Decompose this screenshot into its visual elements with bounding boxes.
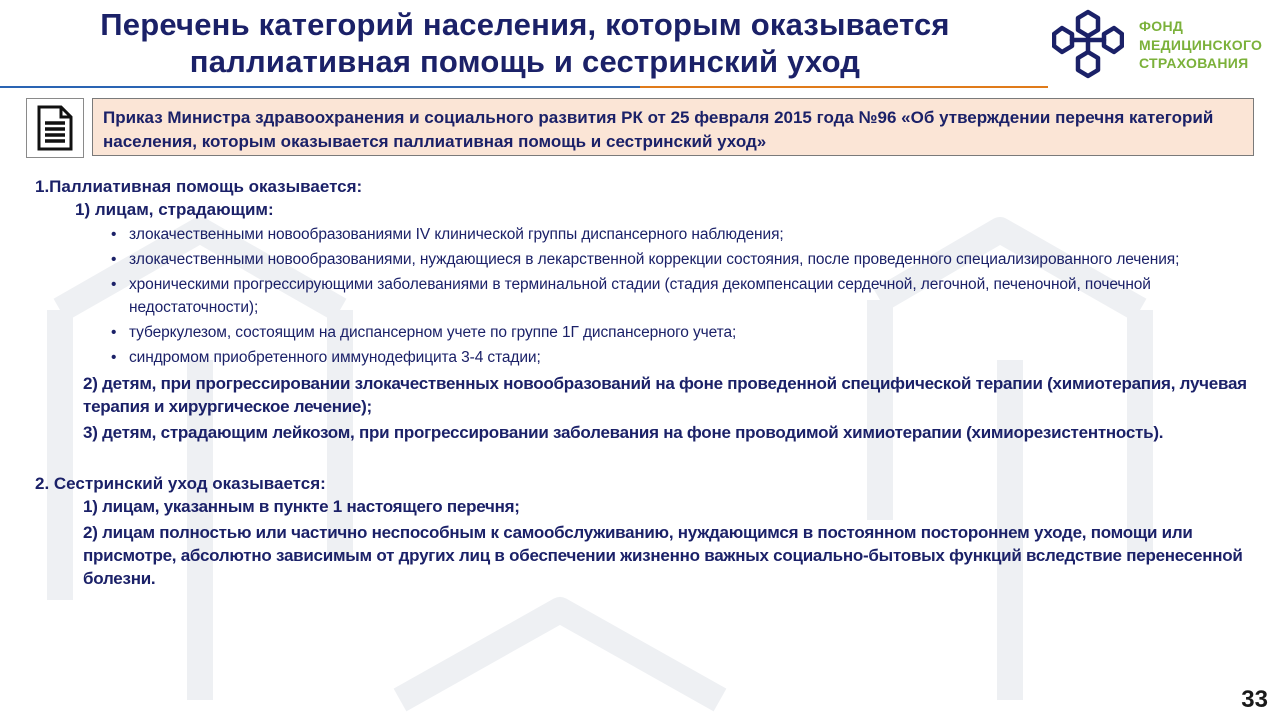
list-item-text: синдромом приобретенного иммунодефицита 3-4 стадии; <box>129 349 541 366</box>
logo-line-1: ФОНД <box>1139 18 1184 34</box>
bullet-glyph: • <box>111 349 117 366</box>
list-item-text: злокачественными новообразованиями IV клинической группы диспансерного наблюдения; <box>129 226 784 243</box>
document-icon <box>37 105 73 151</box>
list-item <box>111 321 1255 344</box>
list-item-text: туберкулезом, состоящим на диспансерном учете по группе 1Г диспансерного учета; <box>129 324 737 341</box>
fund-snowflake-icon <box>1052 8 1124 80</box>
page-title <box>40 6 1010 80</box>
section-1-sub-2: 2) детям, при прогрессировании злокачественных новообразований на фоне проведенной специфической терапии (химиотерапия, лучевая терапия и хирургическое лечение); <box>83 374 1247 416</box>
list-item <box>111 223 1255 246</box>
list-item <box>111 248 1255 271</box>
list-item-text: злокачественными новообразованиями, нуждающиеся в лекарственной коррекции состояния, после проведенного специализированного лечения; <box>129 251 1180 268</box>
section-1-heading: 1.Паллиативная помощь оказывается: <box>35 177 363 196</box>
list-item <box>111 346 1255 369</box>
content-body <box>35 175 1255 590</box>
fund-logo-text <box>1139 17 1262 73</box>
section-spacer <box>35 444 1255 472</box>
underline-blue <box>0 86 640 88</box>
underline-orange <box>640 86 1048 88</box>
section-1-sub-3: 3) детям, страдающим лейкозом, при прогрессировании заболевания на фоне проводимой химиотерапии (химиорезистентность). <box>83 423 1164 442</box>
section-1-sub-1: 1) лицам, страдающим: <box>75 200 274 219</box>
list-item <box>111 273 1255 319</box>
bullet-glyph: • <box>111 226 117 243</box>
fund-logo <box>1052 8 1272 80</box>
logo-line-2: МЕДИЦИНСКОГО <box>1139 36 1263 53</box>
section-2-sub-1: 1) лицам, указанным в пункте 1 настоящего перечня; <box>83 497 520 516</box>
list-item-text: хроническими прогрессирующими заболеваниями в терминальной стадии (стадия декомпенсации сердечной, легочной, печеночной, почечной недостаточности); <box>129 276 1151 316</box>
section-1-bullet-list <box>35 223 1255 369</box>
document-icon-box <box>26 98 84 158</box>
section-2-sub-2: 2) лицам полностью или частично неспособным к самообслуживанию, нуждающимся в постоянном постороннем уходе, помощи или присмотре, абсолютно зависимым от других лиц в обеспечении жизненно важных социально-бытовых функций вследствие перенесенной болезни. <box>83 523 1243 588</box>
title-line-1: Перечень категорий населения, которым оказывается <box>100 7 950 42</box>
bullet-glyph: • <box>111 276 117 293</box>
bullet-glyph: • <box>111 251 117 268</box>
page-number: 33 <box>1241 686 1268 713</box>
bullet-glyph: • <box>111 324 117 341</box>
order-reference: Приказ Министра здравоохранения и социального развития РК от 25 февраля 2015 года №96 «Об утверждении перечня категорий населения, которым оказывается паллиативная помощь и сестринский уход» <box>92 98 1254 156</box>
title-line-2: паллиативная помощь и сестринский уход <box>189 44 861 79</box>
logo-line-3: СТРАХОВАНИЯ <box>1139 55 1249 71</box>
title-underline <box>0 86 1048 88</box>
section-2-heading: 2. Сестринский уход оказывается: <box>35 474 326 493</box>
